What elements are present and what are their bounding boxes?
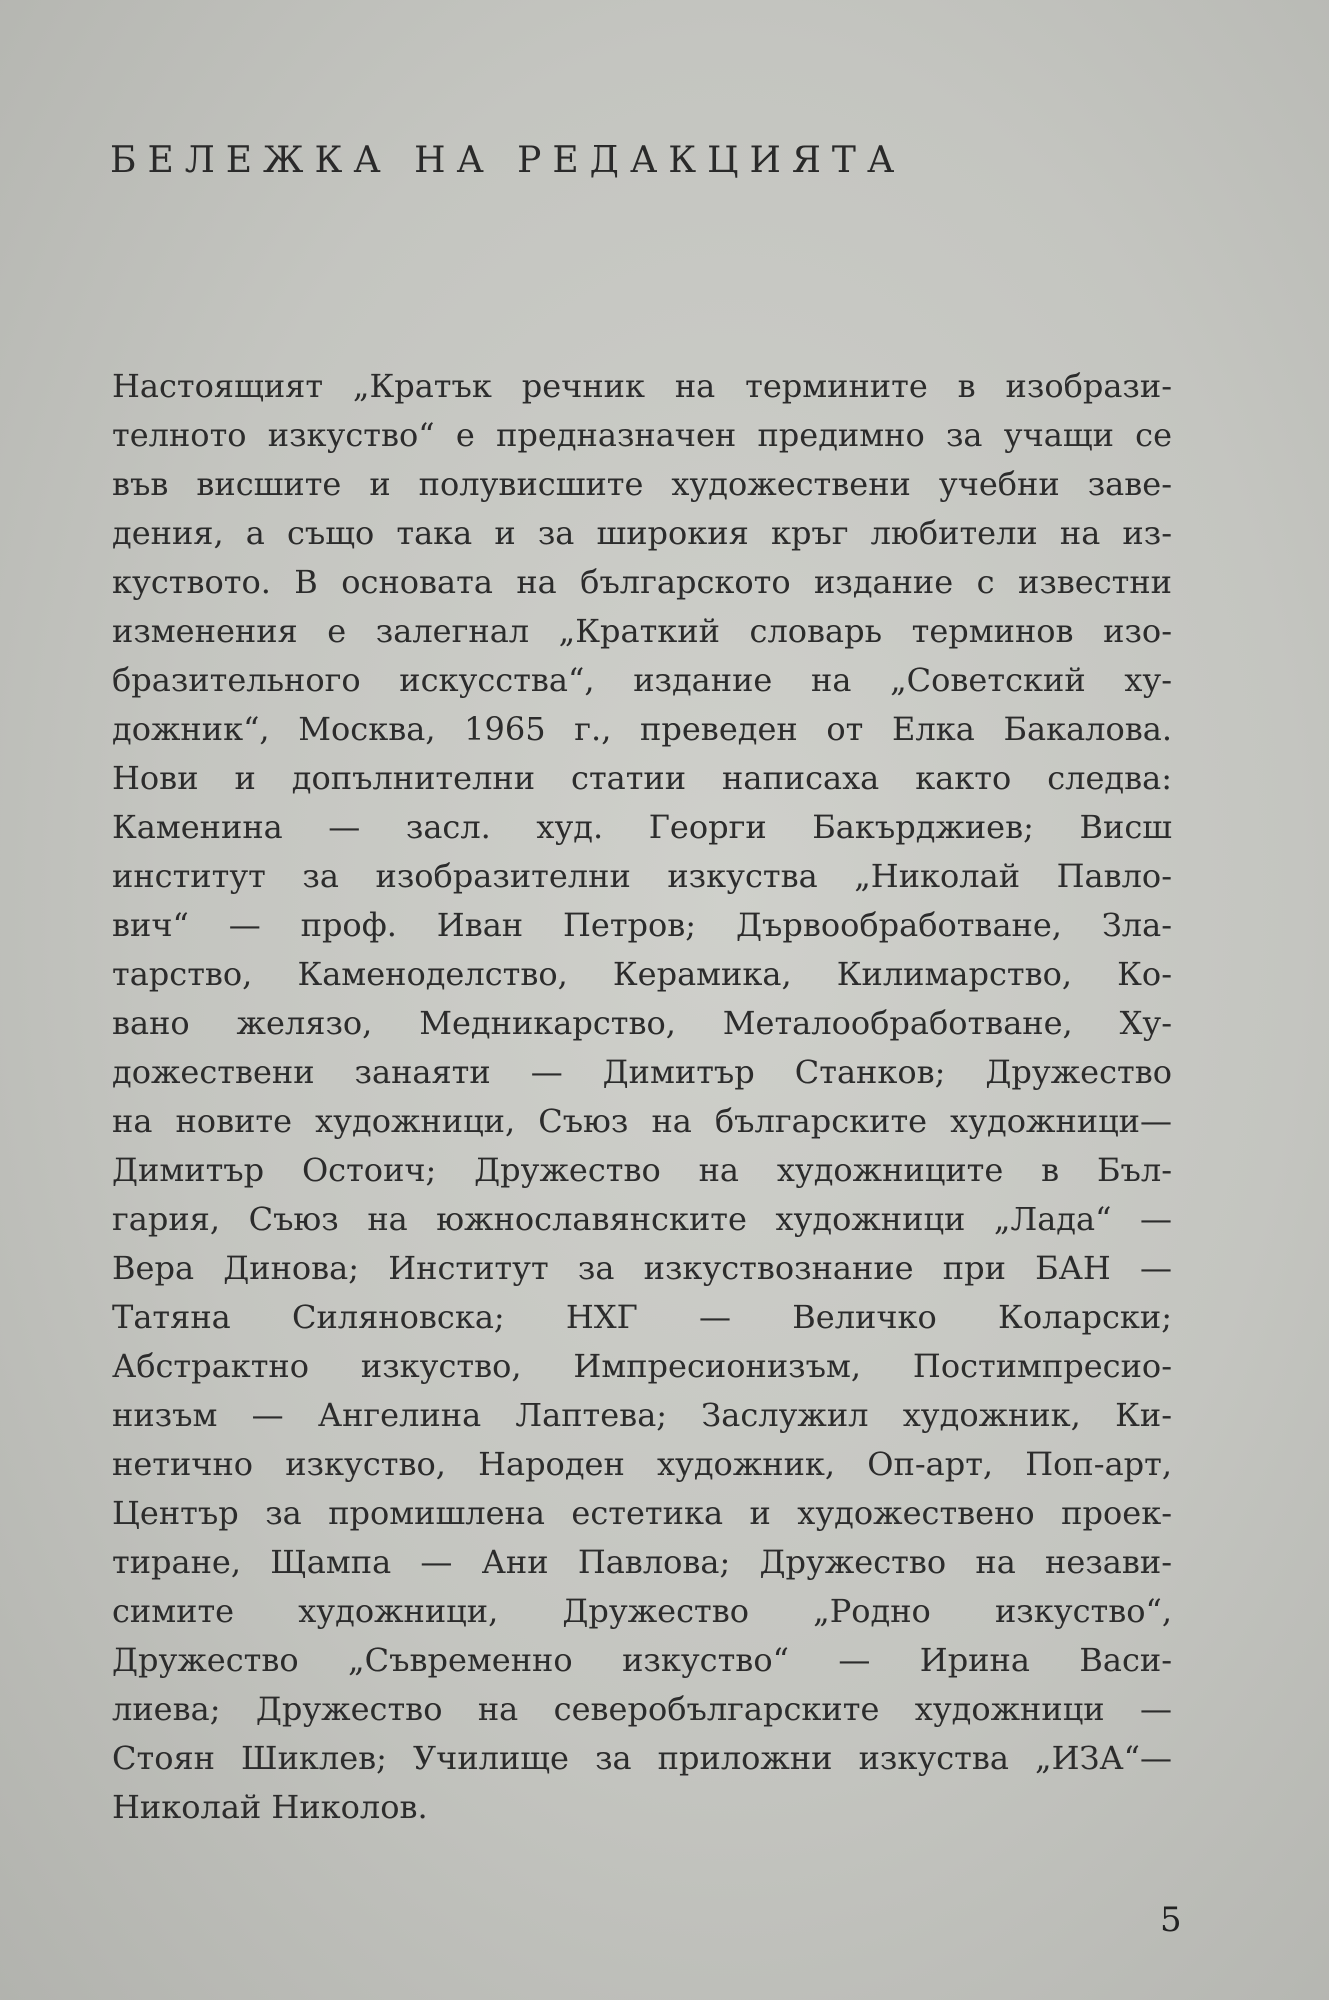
text-line: Нови и допълнителни статии написаха както следва:: [112, 759, 1172, 797]
editorial-note-body: [112, 362, 1172, 1832]
text-line: дожествени занаяти — Димитър Станков; Дружество: [112, 1053, 1172, 1091]
text-line: Настоящият „Кратък речник на термините в изобрази-: [112, 367, 1172, 405]
text-line: Каменина — засл. худ. Георги Бакърджиев; Висш: [112, 808, 1172, 846]
text-line: лиева; Дружество на северобългарските художници —: [112, 1690, 1172, 1728]
text-line: Николай Николов.: [112, 1788, 428, 1826]
text-line: дения, а също така и за широкия кръг любители на из-: [112, 514, 1172, 552]
page-number: 5: [1160, 1900, 1182, 1940]
text-line: телното изкуство“ е предназначен предимно за учащи се: [112, 416, 1172, 454]
text-line: Абстрактно изкуство, Импресионизъм, Постимпресио-: [112, 1347, 1172, 1385]
text-line: изменения е залегнал „Краткий словарь терминов изо-: [112, 612, 1172, 650]
text-line: бразительного искусства“, издание на „Советский ху-: [112, 661, 1172, 699]
text-line: Център за промишлена естетика и художествено проек-: [112, 1494, 1172, 1532]
text-line: гария, Съюз на южнославянските художници „Лада“ —: [112, 1200, 1172, 1238]
text-line: на новите художници, Съюз на българските художници—: [112, 1102, 1172, 1140]
text-line: Димитър Остоич; Дружество на художниците в Бъл-: [112, 1151, 1172, 1189]
page-heading: БЕЛЕЖКА НА РЕДАКЦИЯТА: [110, 140, 906, 181]
text-line: нетично изкуство, Народен художник, Оп-арт, Поп-арт,: [112, 1445, 1172, 1483]
text-line: дожник“, Москва, 1965 г., преведен от Елка Бакалова.: [112, 710, 1172, 748]
text-line: вано желязо, Медникарство, Металообработване, Ху-: [112, 1004, 1172, 1042]
text-line: институт за изобразителни изкуства „Николай Павло-: [112, 857, 1172, 895]
text-line: тарство, Каменоделство, Керамика, Килимарство, Ко-: [112, 955, 1172, 993]
text-line: Татяна Силяновска; НХГ — Величко Коларски;: [112, 1298, 1172, 1336]
text-line: тиране, Щампа — Ани Павлова; Дружество на незави-: [112, 1543, 1172, 1581]
text-line: вич“ — проф. Иван Петров; Дървообработване, Зла-: [112, 906, 1172, 944]
text-line: куството. В основата на българското издание с известни: [112, 563, 1172, 601]
text-line: низъм — Ангелина Лаптева; Заслужил художник, Ки-: [112, 1396, 1172, 1434]
text-line: симите художници, Дружество „Родно изкуство“,: [112, 1592, 1172, 1630]
text-line: Стоян Шиклев; Училище за приложни изкуства „ИЗА“—: [112, 1739, 1172, 1777]
text-line: Вера Динова; Институт за изкуствознание при БАН —: [112, 1249, 1172, 1287]
text-line: Дружество „Съвременно изкуство“ — Ирина Васи-: [112, 1641, 1172, 1679]
text-line: във висшите и полувисшите художествени учебни заве-: [112, 465, 1172, 503]
